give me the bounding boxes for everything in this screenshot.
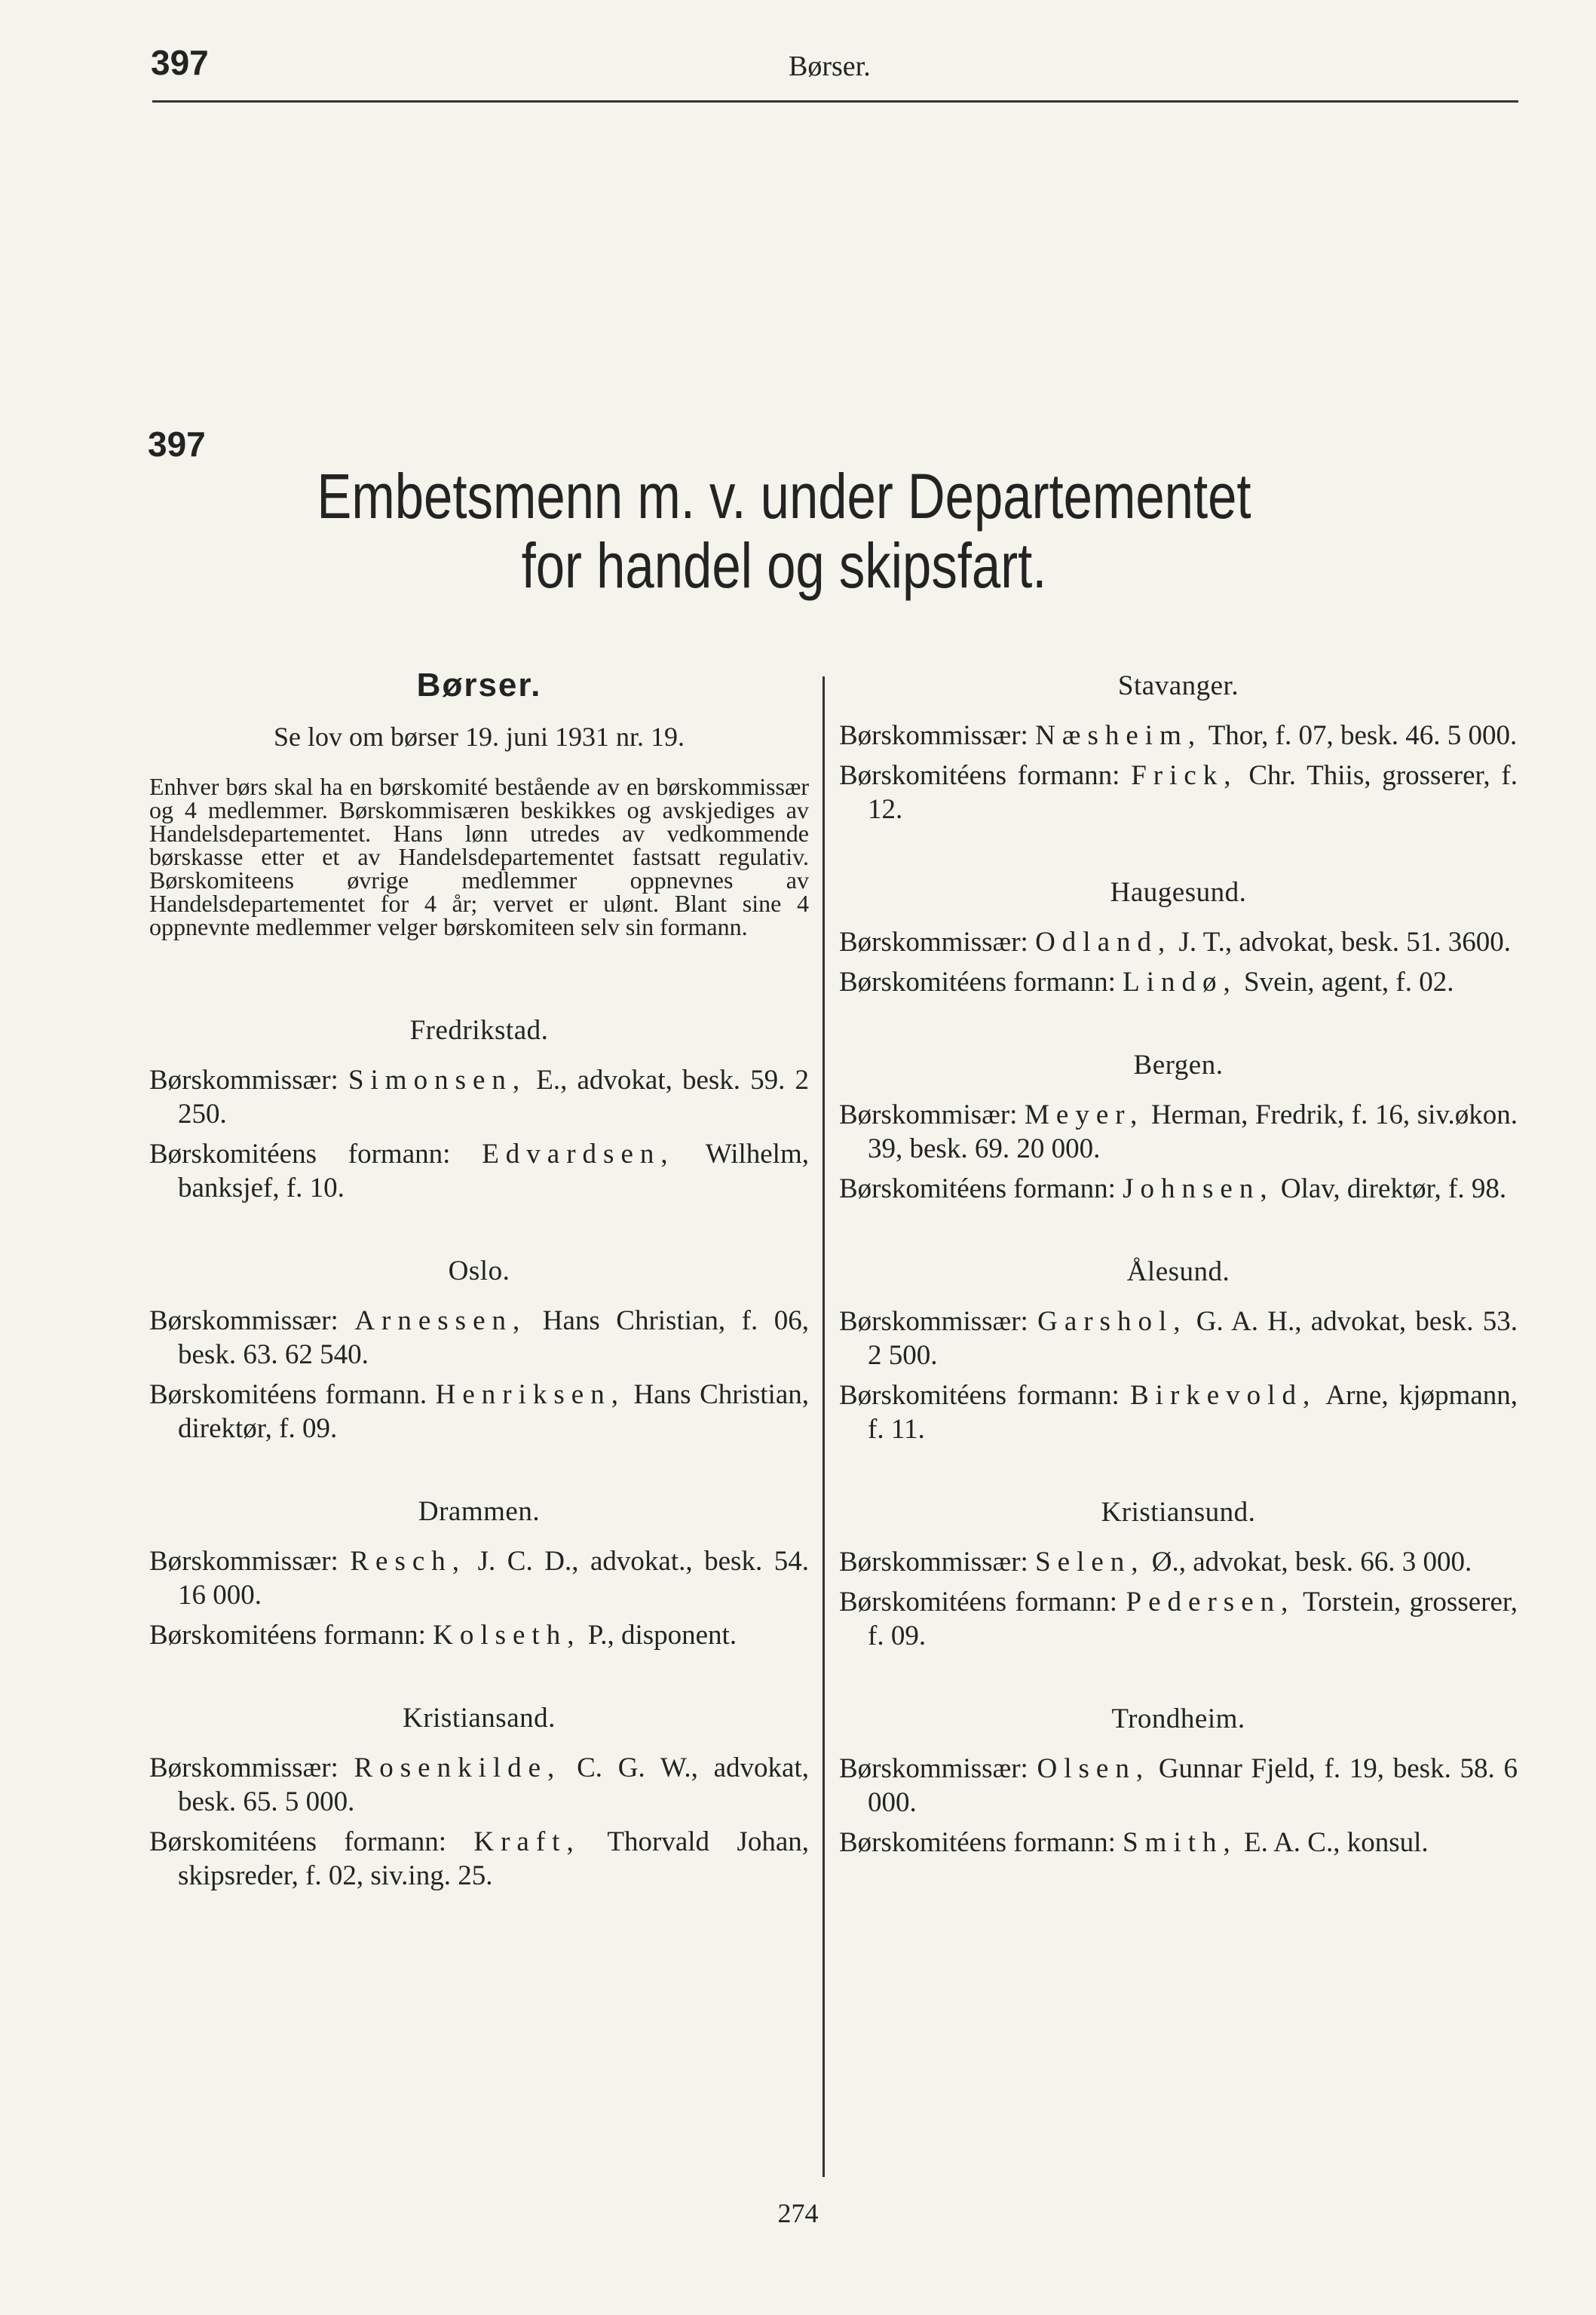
- exchange-entry: [839, 965, 1518, 999]
- exchange-entry: [149, 1063, 809, 1131]
- city-block: [839, 1049, 1518, 1206]
- entry-person-name: Selen,: [1035, 1547, 1145, 1578]
- exchange-entry: [839, 1172, 1518, 1206]
- city-block: [839, 1703, 1518, 1860]
- entry-details: Wilhelm, banksjef, f. 10.: [178, 1139, 809, 1203]
- city-block: [149, 1702, 809, 1893]
- entry-details: Olav, direktør, f. 98.: [1273, 1173, 1507, 1204]
- city-name: Kristiansund.: [1101, 1497, 1256, 1528]
- entry-details: Hans Christian, f. 06, besk. 63. 62 540.: [178, 1305, 809, 1370]
- city-name: Bergen.: [1133, 1050, 1224, 1081]
- entry-details: P., disponent.: [581, 1620, 737, 1651]
- right-city-list: [839, 670, 1518, 1860]
- right-column: [839, 670, 1518, 1866]
- entry-details: Herman, Fredrik, f. 16, siv.økon. 39, besk. 69. 20 000.: [868, 1099, 1518, 1164]
- page-number: 274: [777, 2198, 819, 2228]
- column-divider: [823, 676, 825, 2177]
- entry-person-name: Rosenkilde,: [354, 1752, 562, 1783]
- entry-details: E., advokat, besk. 59. 2 250.: [178, 1065, 809, 1130]
- exchange-entry: [839, 759, 1518, 826]
- exchange-entry: [839, 1826, 1518, 1860]
- city-block: [839, 876, 1518, 999]
- exchange-entry: [839, 719, 1518, 753]
- entry-person-name: Arnessen,: [354, 1305, 527, 1336]
- running-page-number: 397: [151, 43, 209, 82]
- entry-person-name: Pedersen,: [1126, 1587, 1295, 1617]
- section-heading: Børser.: [416, 667, 542, 704]
- entry-role: Børskomitéens formann:: [839, 760, 1132, 791]
- entry-role: Børskommissær:: [839, 1306, 1038, 1337]
- entry-details: E. A. C., konsul.: [1236, 1827, 1429, 1858]
- running-title: Børser.: [789, 51, 871, 82]
- entry-person-name: Simonsen,: [348, 1065, 527, 1096]
- entry-role: Børskomitéens formann:: [149, 1139, 482, 1170]
- city-name: Oslo.: [448, 1256, 510, 1286]
- entry-details: Arne, kjøpmann, f. 11.: [868, 1380, 1518, 1445]
- entry-role: Børskomitéens formann.: [149, 1379, 436, 1410]
- entry-details: Thorvald Johan, skipsreder, f. 02, siv.ing. 25.: [178, 1826, 809, 1891]
- city-block: [149, 1255, 809, 1446]
- entry-role: Børskomitéens formann:: [839, 967, 1123, 998]
- entry-person-name: Kolseth,: [433, 1620, 581, 1651]
- entry-role: Børskommissær:: [149, 1065, 348, 1096]
- entry-role: Børskommissær:: [839, 1753, 1037, 1784]
- exchange-entry: [839, 1378, 1518, 1446]
- entry-role: Børskommissær:: [149, 1752, 354, 1783]
- city-name: Ålesund.: [1126, 1256, 1230, 1287]
- entry-role: Børskomitéens formann:: [839, 1173, 1123, 1204]
- city-name: Stavanger.: [1117, 670, 1239, 701]
- entry-role: Børskommissær:: [839, 1547, 1036, 1578]
- entry-role: Børskomitéens formann:: [839, 1380, 1130, 1411]
- header-rule: [152, 100, 1518, 103]
- entry-role: Børskomitéens formann:: [149, 1620, 433, 1651]
- city-block: [839, 670, 1518, 826]
- exchange-entry: [149, 1825, 809, 1893]
- entry-person-name: Meyer,: [1025, 1099, 1144, 1130]
- city-block: [149, 1495, 809, 1652]
- page-title-line-1: Embetsmenn m. v. under Departementet: [317, 461, 1251, 532]
- section-number: 397: [148, 425, 206, 464]
- entry-person-name: Edvardsen,: [482, 1139, 675, 1170]
- city-name: Kristiansand.: [403, 1703, 556, 1734]
- exchange-entry: [149, 1378, 809, 1446]
- entry-details: J. T., advokat, besk. 51. 3600.: [1172, 927, 1512, 958]
- city-name: Trondheim.: [1111, 1703, 1245, 1734]
- exchange-entry: [839, 1545, 1518, 1579]
- exchange-entry: [149, 1137, 809, 1205]
- left-city-list: [149, 1014, 809, 1893]
- city-block: [839, 1256, 1518, 1446]
- page-title-line-2: for handel og skipsfart.: [521, 530, 1047, 601]
- entry-details: Hans Christian, direktør, f. 09.: [178, 1379, 810, 1444]
- entry-person-name: Olsen,: [1037, 1753, 1150, 1784]
- exchange-entry: [149, 1751, 809, 1819]
- entry-person-name: Henriksen,: [435, 1379, 625, 1410]
- city-name: Haugesund.: [1110, 877, 1247, 908]
- entry-person-name: Odland,: [1035, 927, 1172, 958]
- entry-person-name: Frick,: [1131, 760, 1238, 791]
- entry-person-name: Kraft,: [473, 1826, 581, 1857]
- entry-person-name: Johnsen,: [1123, 1173, 1274, 1204]
- entry-role: Børskommissær:: [839, 720, 1036, 751]
- entry-details: Thor, f. 07, besk. 46. 5 000.: [1202, 720, 1518, 751]
- city-name: Fredrikstad.: [409, 1015, 549, 1046]
- entry-person-name: Lindø,: [1123, 967, 1237, 998]
- entry-role: Børskommissær:: [839, 927, 1036, 958]
- entry-details: C. G. W., advokat, besk. 65. 5 000.: [178, 1752, 809, 1817]
- exchange-entry: [839, 1098, 1518, 1166]
- city-name: Drammen.: [418, 1496, 541, 1527]
- entry-role: Børskommissær:: [149, 1546, 351, 1577]
- entry-details: Torstein, grosserer, f. 09.: [868, 1587, 1518, 1651]
- entry-person-name: Birkevold,: [1129, 1380, 1317, 1411]
- entry-details: Ø., advokat, besk. 66. 3 000.: [1144, 1547, 1472, 1578]
- entry-person-name: Garshol,: [1037, 1306, 1187, 1337]
- exchange-entry: [149, 1304, 809, 1372]
- entry-person-name: Smith,: [1123, 1827, 1237, 1858]
- city-block: [839, 1496, 1518, 1653]
- entry-role: Børskommissær:: [149, 1305, 355, 1336]
- entry-details: Chr. Thiis, grosserer, f. 12.: [868, 760, 1518, 825]
- entry-details: Gunnar Fjeld, f. 19, besk. 58. 6 000.: [868, 1753, 1518, 1818]
- page-title: [265, 461, 1303, 600]
- law-reference: Se lov om børser 19. juni 1931 nr. 19.: [274, 722, 685, 752]
- entry-details: Svein, agent, f. 02.: [1236, 967, 1454, 998]
- entry-role: Børskomitéens formann:: [839, 1587, 1126, 1617]
- entry-person-name: Resch,: [350, 1546, 467, 1577]
- entry-role: Børskommisær:: [839, 1099, 1025, 1130]
- intro-paragraph: Enhver børs skal ha en børskomité bestående av en børskommissær og 4 medlemmer. Børskommisæren beskikkes og avskjediges av Handelsdepartementet. Hans lønn utredes av vedkommende børskasse etter et av Handelsdepartementet fastsatt regulativ. Børskomiteens øvrige medlemmer oppnevnes av Handelsdepartementet for 4 år; vervet er ulønt. Blant sine 4 oppnevnte medlemmer velger børskomiteen selv sin formann.: [149, 773, 809, 940]
- entry-details: J. C. D., advokat., besk. 54. 16 000.: [178, 1546, 809, 1611]
- city-block: [149, 1014, 809, 1205]
- entry-role: Børskomitéens formann:: [149, 1826, 474, 1857]
- exchange-entry: [149, 1544, 809, 1612]
- exchange-entry: [839, 1305, 1518, 1372]
- entry-role: Børskomitéens formann:: [839, 1827, 1123, 1858]
- exchange-entry: [149, 1618, 809, 1652]
- exchange-entry: [839, 1752, 1518, 1820]
- entry-details: G. A. H., advokat, besk. 53. 2 500.: [868, 1306, 1518, 1371]
- left-column: [149, 667, 809, 1899]
- exchange-entry: [839, 1585, 1518, 1653]
- exchange-entry: [839, 925, 1518, 959]
- entry-person-name: Næsheim,: [1035, 720, 1202, 751]
